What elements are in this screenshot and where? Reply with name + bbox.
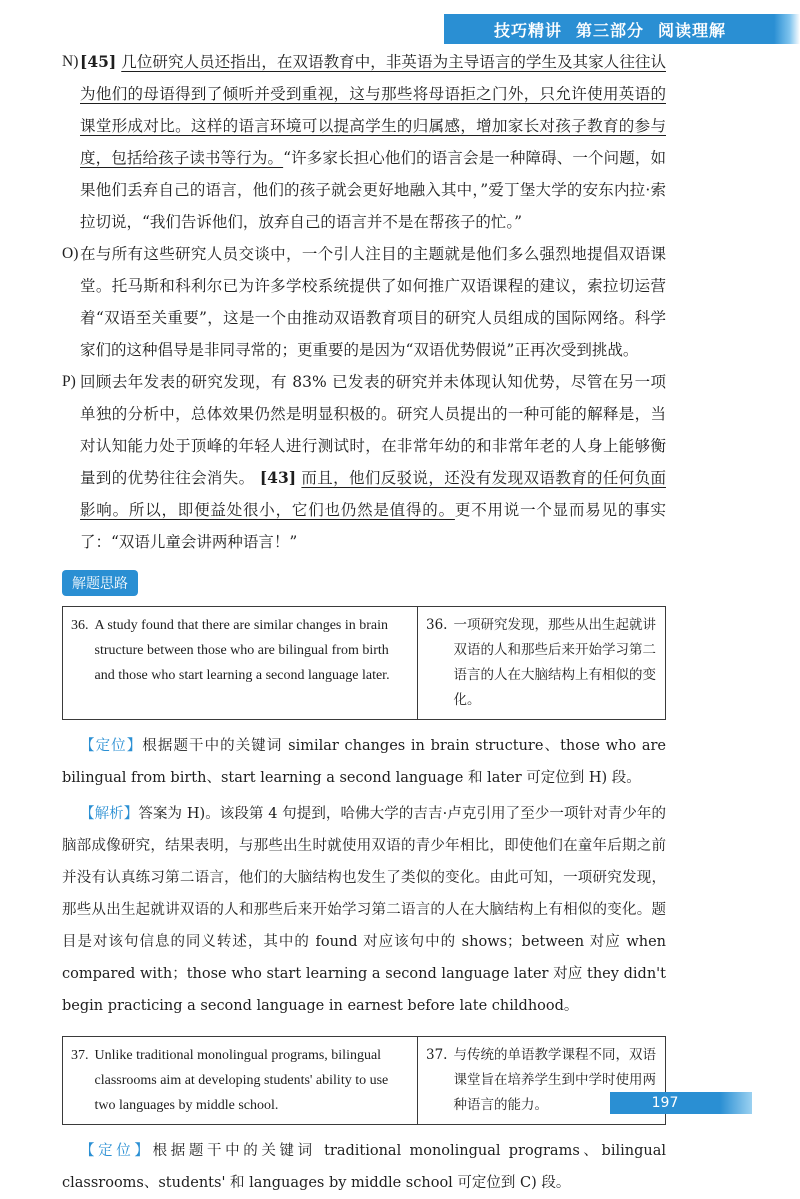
paragraph-text: 在与所有这些研究人员交谈中，一个引人注目的主题就是他们多么强烈地提倡双语课堂。托马斯和科利尔已为许多学校系统提供了如何推广双语课程的建议，索拉切运营着“双语至关重要”，这是一个由推动双语教育项目的研究人员组成的国际网络。科学家们的这种倡导是非同寻常的；更重要的是因为“双语优势假说”正再次受到挑战。 xyxy=(80,245,666,359)
page-content xyxy=(62,46,666,1199)
page-number: 197 xyxy=(610,1092,720,1114)
analysis-text: 答案为 H)。该段第 4 句提到，哈佛大学的吉吉·卢克引用了至少一项针对青少年的脑部成像研究，结果表明，与那些出生时就使用双语的青少年相比，即使他们在童年后期之前并没有认真练习第二语言，他们的大脑结构也发生了类似的变化。由此可知，一项研究发现，那些从出生起就讲双语的人和那些后来开始学习第二语言的人在大脑结构上有相似的变化。题目是对该句信息的同义转述，其中的 found 对应该句中的 shows；between 对应 when compared with；those who start learning a second language later 对应 they didn't begin practicing a second language in earnest before late childhood。 xyxy=(62,806,667,1014)
question-translation: 与传统的单语教学课程不同，双语课堂旨在培养学生到中学时使用两种语言的能力。 xyxy=(453,1047,656,1113)
question-english xyxy=(63,607,418,720)
question-chinese xyxy=(418,607,666,720)
locate-label: 【定位】 xyxy=(80,1143,153,1159)
header-part2: 第三部分 xyxy=(575,20,644,40)
question-text: A study found that there are similar changes in brain structure between those who are bilingual from birth and those who start learning a second language later. xyxy=(94,618,390,683)
paragraph-letter: N) xyxy=(62,53,79,70)
locate-note xyxy=(62,1135,666,1199)
analysis-note xyxy=(62,798,666,1022)
question-text: Unlike traditional monolingual programs, bilingual classrooms aim at developing students' ability to use two languages by middle school. xyxy=(94,1048,389,1113)
locate-note xyxy=(62,730,666,794)
question-english xyxy=(63,1037,418,1125)
locate-text: 根据题干中的关键词 similar changes in brain structure、those who are bilingual from birth、start learning a second language 和 later 可定位到 H) 段。 xyxy=(62,738,666,786)
header-accent xyxy=(774,14,800,44)
page-number-accent xyxy=(720,1092,752,1114)
header-part3: 阅读理解 xyxy=(658,20,727,40)
question-36-table xyxy=(62,606,666,720)
question-number: 36. xyxy=(426,617,448,633)
question-tag: [45] xyxy=(80,52,117,71)
question-37-table xyxy=(62,1036,666,1125)
question-number: 37. xyxy=(426,1047,448,1063)
question-translation: 一项研究发现，那些从出生起就讲双语的人和那些后来开始学习第二语言的人在大脑结构上有相似的变化。 xyxy=(453,617,656,708)
paragraph-text: “许多家长担心他们的语言会是一种障碍、一个问题，如果他们丢弃自己的语言，他们的孩子就会更好地融入其中，”爱丁堡大学的安东内拉·索拉切说，“我们告诉他们，放弃自己的语言并不是在帮孩子的忙。” xyxy=(80,149,666,231)
paragraph-letter: O) xyxy=(62,245,79,262)
section-label: 解题思路 xyxy=(62,570,138,596)
paragraph-text: 回顾去年发表的研究发现，有 83% 已发表的研究并未体现认知优势，尽管在另一项单独的分析中，总体效果仍然是明显积极的。研究人员提出的一种可能的解释是，当对认知能力处于顶峰的年轻人进行测试时，在非常年幼的和非常年老的人身上能够衡量到的优势往往会消失。 xyxy=(80,373,666,487)
locate-text: 根据题干中的关键词 traditional monolingual programs、bilingual classrooms、students' 和 languages by middle school 可定位到 C) 段。 xyxy=(62,1143,666,1191)
question-number: 37. xyxy=(71,1048,89,1063)
question-tag: [43] xyxy=(259,468,297,487)
paragraph-n xyxy=(62,46,666,238)
analysis-label: 【解析】 xyxy=(80,806,139,822)
paragraph-letter: P) xyxy=(62,373,76,390)
header-part1: 技巧精讲 xyxy=(493,20,562,40)
underlined-text: 几位研究人员还指出，在双语教育中，非英语为主导语言的学生及其家人往往认为他们的母语得到了倾听并受到重视，这与那些将母语拒之门外，只允许使用英语的课堂形成对比。这样的语言环境可以提高学生的归属感，增加家长对孩子教育的参与度，包括给孩子读书等行为。 xyxy=(80,53,666,167)
paragraph-p xyxy=(62,366,666,558)
paragraph-o xyxy=(62,238,666,366)
chapter-header xyxy=(444,14,776,44)
question-number: 36. xyxy=(71,618,89,633)
underlined-text: 而且，他们反驳说，还没有发现双语教育的任何负面影响。所以，即便益处很小，它们也仍然是值得的。 xyxy=(80,469,666,519)
locate-label: 【定位】 xyxy=(80,738,143,754)
paragraph-text: 更不用说一个显而易见的事实了：“双语儿童会讲两种语言！” xyxy=(80,501,666,551)
